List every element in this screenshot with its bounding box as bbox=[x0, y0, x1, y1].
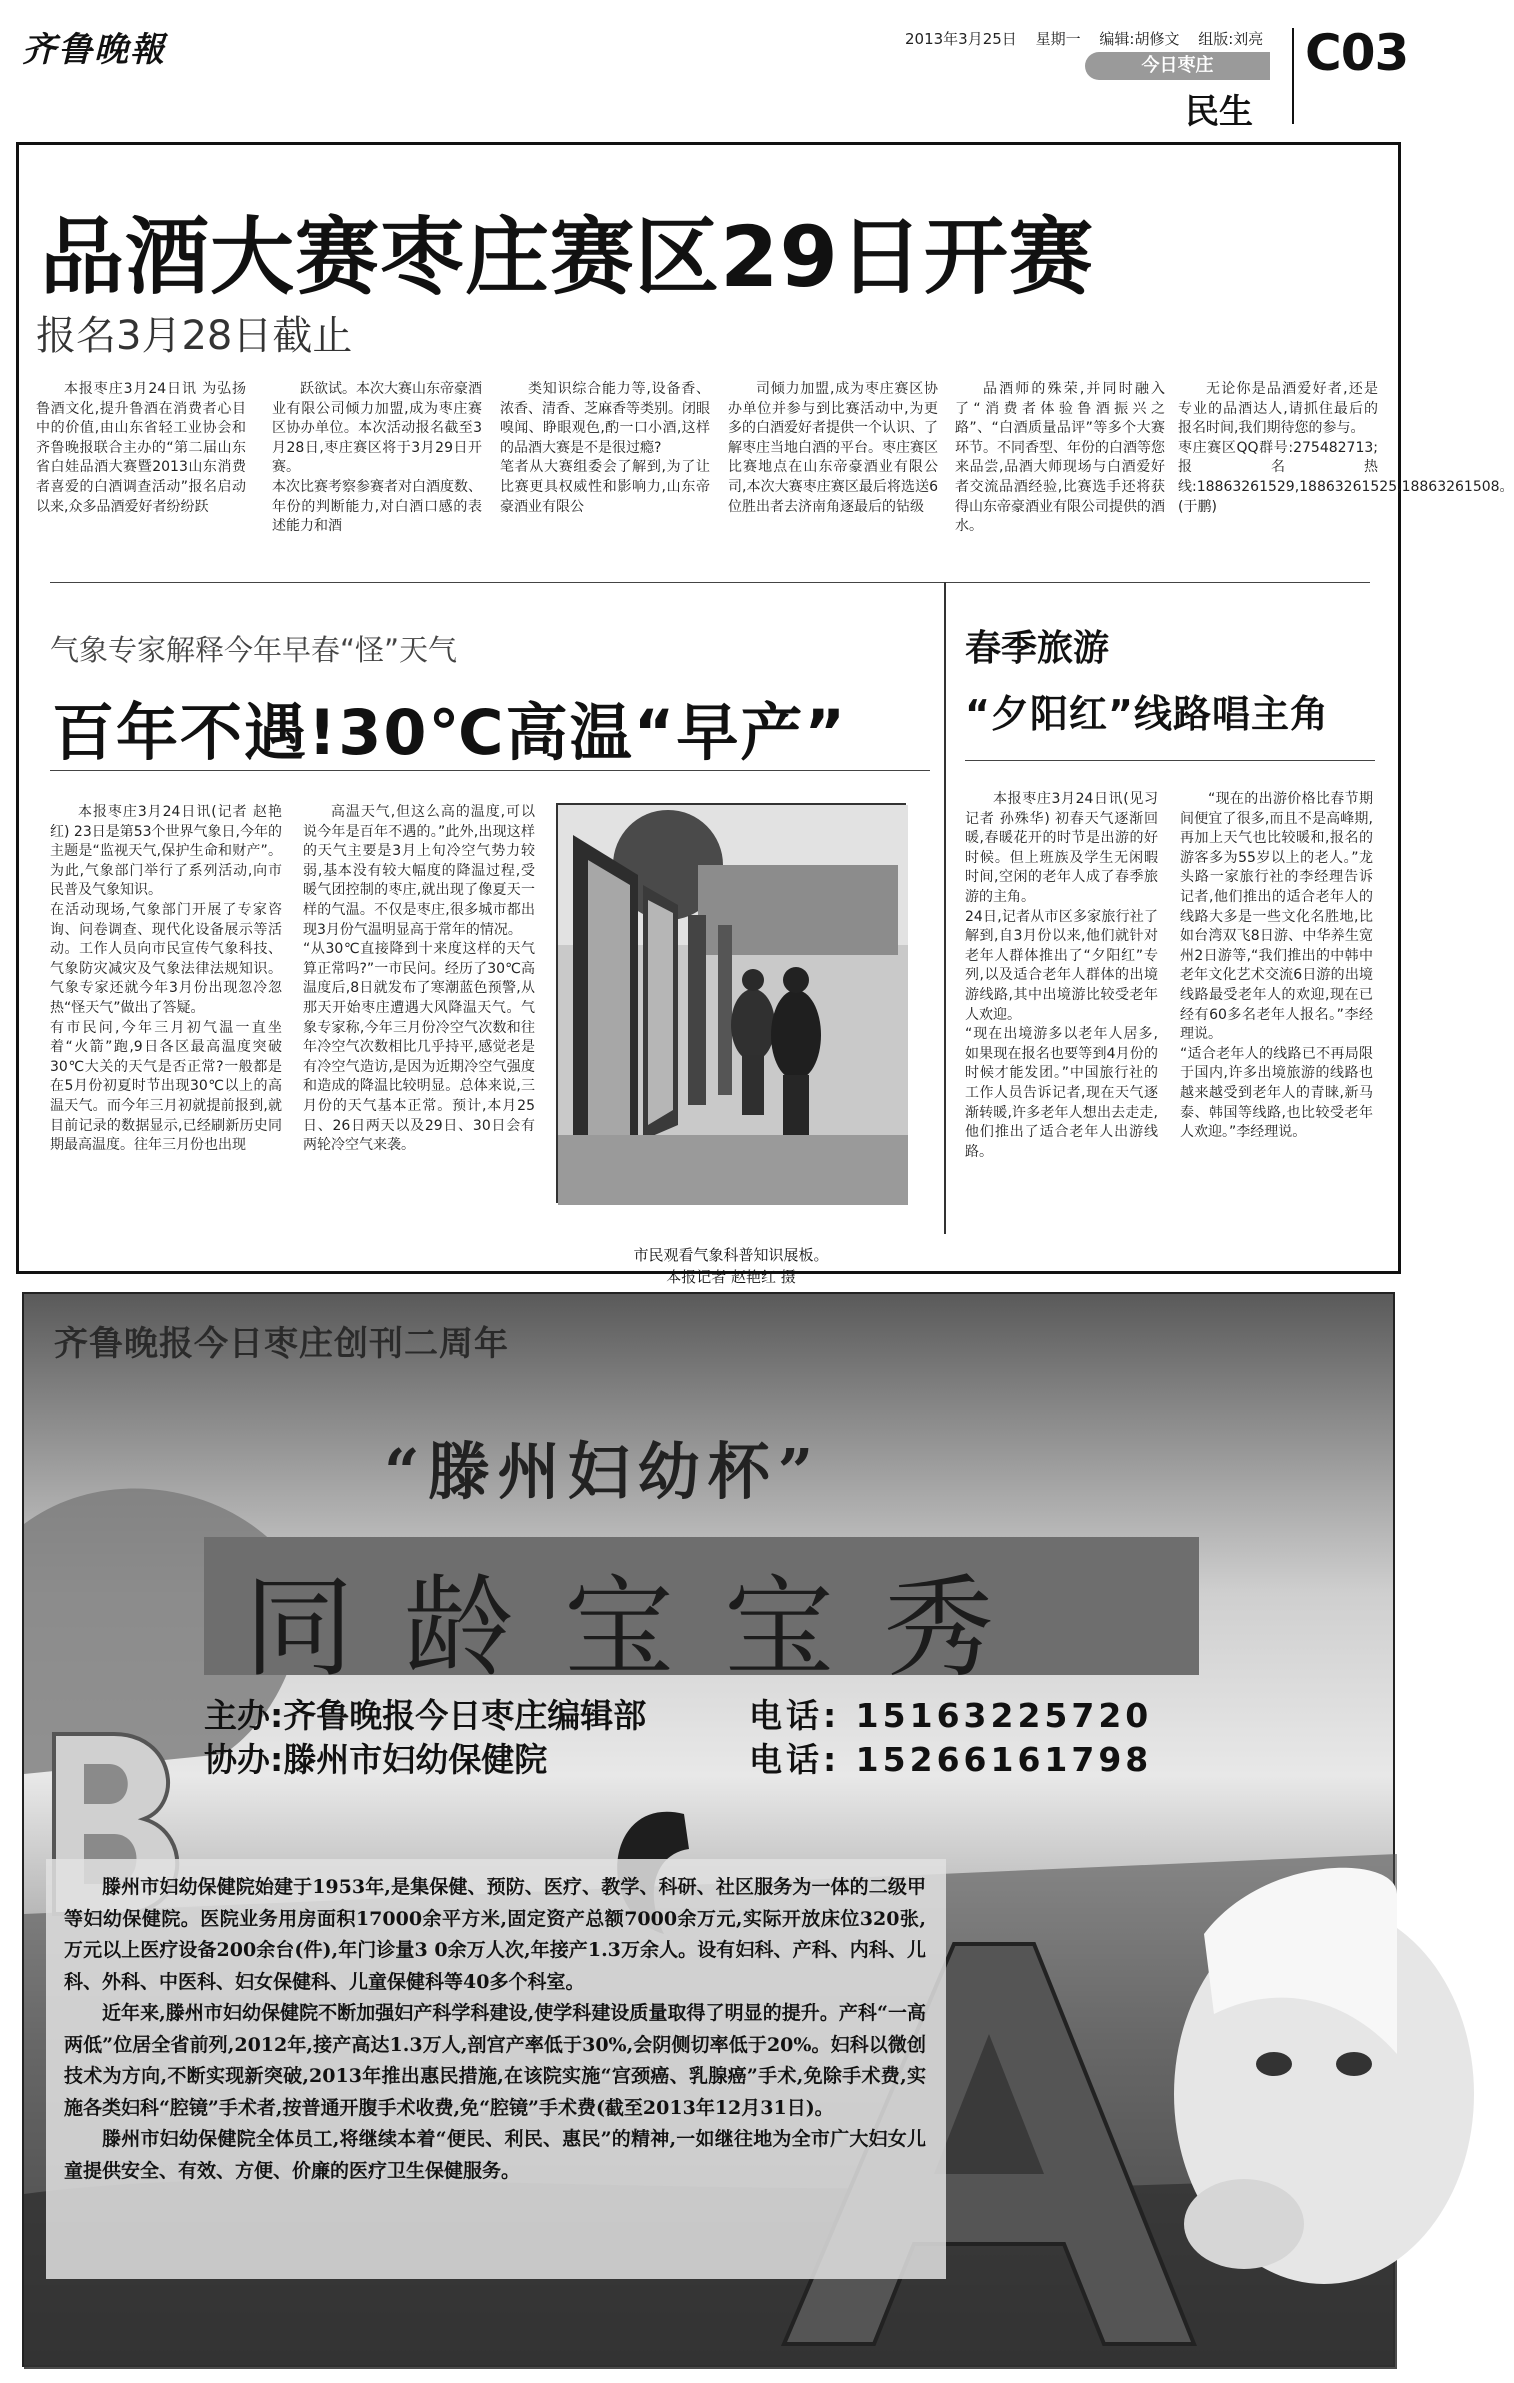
co-sponsor-phone: 电话: 15266161798 bbox=[749, 1740, 1153, 1779]
lead-column-1 bbox=[36, 380, 246, 575]
lead-column-6 bbox=[1178, 380, 1514, 575]
newspaper-brand: 齐鲁晚報 bbox=[22, 30, 166, 70]
travel-kicker: 春季旅游 bbox=[965, 628, 1110, 669]
travel-headline: “夕阳红”线路唱主角 bbox=[965, 692, 1329, 736]
photo-caption bbox=[556, 1244, 906, 1288]
lead-text-5: 品酒师的殊荣,并同时融入了“消费者体验鲁酒振兴之路”、“白酒质量品评”等多个大赛环节。不同香型、年份的白酒等您来品尝,品酒大师现场与白酒爱好者交流品酒经验,比赛选手还将获得山东帝豪酒业有限公司提供的酒水。 bbox=[955, 381, 1165, 535]
photo-illustration bbox=[558, 805, 908, 1205]
co-sponsor-row bbox=[204, 1738, 1153, 1782]
lead-text-2: 跃欲试。本次大赛山东帝豪酒业有限公司倾力加盟,成为枣庄赛区协办单位。本次活动报名截至3月28日,枣庄赛区将于3月29日开赛。 本次比赛考察参赛者对白酒度数、年份的判断能力,对白酒口感的表述能力和酒 bbox=[272, 381, 482, 535]
sponsor-phone: 电话: 15163225720 bbox=[749, 1696, 1153, 1735]
travel-column-1 bbox=[965, 790, 1158, 1240]
weather-column-2 bbox=[303, 803, 535, 1243]
lead-column-2 bbox=[272, 380, 482, 575]
column-name: 民生 bbox=[1185, 92, 1253, 132]
sponsor-label: 主办:齐鲁晚报今日枣庄编辑部 bbox=[204, 1696, 647, 1735]
lead-headline: 品酒大赛枣庄赛区29日开赛 bbox=[40, 208, 1094, 306]
weather-kicker: 气象专家解释今年早春“怪”天气 bbox=[50, 633, 458, 667]
ad-paragraph-1: 滕州市妇幼保健院始建于1953年,是集保健、预防、医疗、教学、科研、社区服务为一体的二级甲等妇幼保健院。医院业务用房面积17000余平方米,固定资产总额7000余万元,实际开放床位320张,万元以上医疗设备200余台(件),年门诊量3 0余万人次,年接产1.3万余人。设有妇科、产科、内科、儿科、外科、中医科、妇女保健科、儿童保健科等40多个科室。 bbox=[64, 1876, 926, 1993]
lead-text-4: 司倾力加盟,成为枣庄赛区协办单位并参与到比赛活动中,为更多的白酒爱好者提供一个认识、了解枣庄当地白酒的平台。枣庄赛区比赛地点在山东帝豪酒业有限公司,本次大赛枣庄赛区最后将选送6位胜出者去济南角逐最后的钻级 bbox=[728, 381, 938, 515]
travel-column-2 bbox=[1180, 790, 1373, 1240]
advertisement bbox=[22, 1292, 1395, 2367]
column-divider bbox=[944, 582, 946, 1234]
editor-credit: 编辑:胡修文 bbox=[1099, 30, 1180, 48]
weather-column-1 bbox=[50, 803, 282, 1243]
ad-paragraph-3: 滕州市妇幼保健院全体员工,将继续本着“便民、利民、惠民”的精神,一如继往地为全市广大妇女儿童提供安全、有效、方便、价廉的医疗卫生保健服务。 bbox=[64, 2128, 926, 2182]
lead-column-4 bbox=[728, 380, 938, 575]
ad-contact-block bbox=[204, 1694, 1153, 1782]
ad-event-name: “滕州妇幼杯” bbox=[384, 1435, 822, 1508]
photo-caption-line-2: 本报记者 赵艳红 摄 bbox=[666, 1268, 796, 1286]
lead-column-5 bbox=[955, 380, 1165, 575]
weather-rule bbox=[50, 770, 930, 771]
lead-subhead: 报名3月28日截止 bbox=[36, 313, 353, 359]
lead-text-1: 本报枣庄3月24日讯 为弘扬鲁酒文化,提升鲁酒在消费者心目中的价值,由山东省轻工业协会和齐鲁晚报联合主办的“第二届山东省白娃品酒大赛暨2013山东消费者喜爱的白酒调查活动”报名启动以来,众多品酒爱好者纷纷跃 bbox=[36, 381, 246, 515]
issue-meta bbox=[905, 28, 1277, 49]
ad-body-text bbox=[64, 1872, 926, 2187]
weather-text-2: 高温天气,但这么高的温度,可以说今年是百年不遇的。”此外,出现这样的天气主要是3月上旬冷空气势力较弱,基本没有较大幅度的降温过程,受暖气团控制的枣庄,就出现了像夏天一样的气温。不仅是枣庄,很多城市都出现3月份气温明显高于常年的情况。 “从30℃直接降到十来度这样的天气算正常吗?”一市民问。经历了30℃高温度后,8日就发布了寒潮蓝色预警,从那天开始枣庄遭遇大风降温天气。气象专家称,今年三月份冷空气次数和往年冷空气次数相比几乎持平,感觉老是有冷空气造访,是因为近期冷空气强度和造成的降温比较明显。总体来说,三月份的天气基本正常。预计,本月25日、26日两天以及29日、30日会有两轮冷空气来袭。 bbox=[303, 804, 535, 1154]
lead-column-3 bbox=[500, 380, 710, 575]
layout-credit: 组版:刘亮 bbox=[1198, 30, 1264, 48]
lead-text-6: 无论你是品酒爱好者,还是专业的品酒达人,请抓住最后的报名时间,我们期待您的参与。 枣庄赛区QQ群号:275482713;报名热线:18863261529,18863261525,18863261508。 (于鹏) bbox=[1178, 381, 1514, 515]
travel-text-2: “现在的出游价格比春节期间便宜了很多,而且不是高峰期,再加上天气也比较暖和,报名的游客多为55岁以上的老人。”龙头路一家旅行社的李经理告诉记者,他们推出的适合老年人的线路大多是一些文化名胜地,比如台湾双飞8日游、中华养生宽州2日游等,“我们推出的中韩中老年文化艺术交流6日游的出境线路最受老年人的欢迎,现在已经有60多名老年人报名。”李经理说。 “适合老年人的线路已不再局限于国内,许多出境旅游的线路也越来越受到老年人的青睐,新马泰、韩国等线路,也比较受老年人欢迎。”李经理说。 bbox=[1180, 791, 1373, 1141]
lead-text-3: 类知识综合能力等,设备香、浓香、清香、芝麻香等类别。闭眼嗅闻、睁眼观色,酌一口小酒,这样的品酒大赛是不是很过瘾? 笔者从大赛组委会了解到,为了让比赛更具权威性和影响力,山东帝豪酒业有限公 bbox=[500, 381, 710, 515]
section-badge: 今日枣庄 bbox=[1085, 52, 1270, 80]
co-sponsor-label: 协办:滕州市妇幼保健院 bbox=[204, 1740, 548, 1779]
section-rule bbox=[50, 582, 1370, 583]
issue-date: 2013年3月25日 bbox=[905, 30, 1017, 48]
page-number: C03 bbox=[1305, 24, 1409, 82]
sponsor-row bbox=[204, 1694, 1153, 1738]
travel-text-1: 本报枣庄3月24日讯(见习记者 孙殊华) 初春天气逐渐回暖,春暖花开的时节是出游的好时候。但上班族及学生无闲暇时间,空闲的老年人成了春季旅游的主角。 24日,记者从市区多家旅行社了解到,自3月份以来,他们就针对老年人群体推出了“夕阳红”专列,以及适合老年人群体的出境游线路,其中出境游比较受老年人欢迎。 “现在出境游多以老年人居多,如果现在报名也要等到4月份的时候才能发团。”中国旅行社的工作人员告诉记者,现在天气逐渐转暖,许多老年人想出去走走,他们推出了适合老年人出游线路。 bbox=[965, 791, 1158, 1160]
ad-heading: 齐鲁晚报今日枣庄创刊二周年 bbox=[54, 1324, 509, 1364]
weather-photo bbox=[556, 803, 906, 1203]
weather-headline: 百年不遇!30℃高温“早产” bbox=[52, 696, 848, 769]
weather-text-1: 本报枣庄3月24日讯(记者 赵艳红) 23日是第53个世界气象日,今年的主题是“监视天气,保护生命和财产”。为此,气象部门举行了系列活动,向市民普及气象知识。 在活动现场,气象部门开展了专家咨询、问卷调查、现代化设备展示等活动。工作人员向市民宣传气象科技、气象防灾减灾及气象法律法规知识。气象专家还就今年3月份出现忽冷忽热“怪天气”做出了答疑。 有市民问,今年三月初气温一直坐着“火箭”跑,9日各区最高温度突破30℃大关的天气是否正常?一般都是在5月份初夏时节出现30℃以上的高温天气。而今年三月初就提前报到,就目前记录的数据显示,已经刷新历史同期最高温度。往年三月份也出现 bbox=[50, 804, 282, 1154]
masthead-divider bbox=[1292, 28, 1294, 124]
travel-rule bbox=[965, 760, 1375, 761]
photo-caption-line-1: 市民观看气象科普知识展板。 bbox=[633, 1246, 829, 1264]
issue-weekday: 星期一 bbox=[1035, 30, 1081, 48]
ad-title: 同龄宝宝秀 bbox=[244, 1564, 1044, 1692]
ad-paragraph-2: 近年来,滕州市妇幼保健院不断加强妇产科学科建设,使学科建设质量取得了明显的提升。产科“一高两低”位居全省前列,2012年,接产高达1.3万人,剖宫产率低于30%,会阴侧切率低于20%。妇科以微创技术为方向,不断实现新突破,2013年推出惠民措施,在该院实施“宫颈癌、乳腺癌”手术,免除手术费,实施各类妇科“腔镜”手术者,按普通开腹手术收费,免“腔镜”手术费(截至2013年12月31日)。 bbox=[64, 2002, 926, 2119]
